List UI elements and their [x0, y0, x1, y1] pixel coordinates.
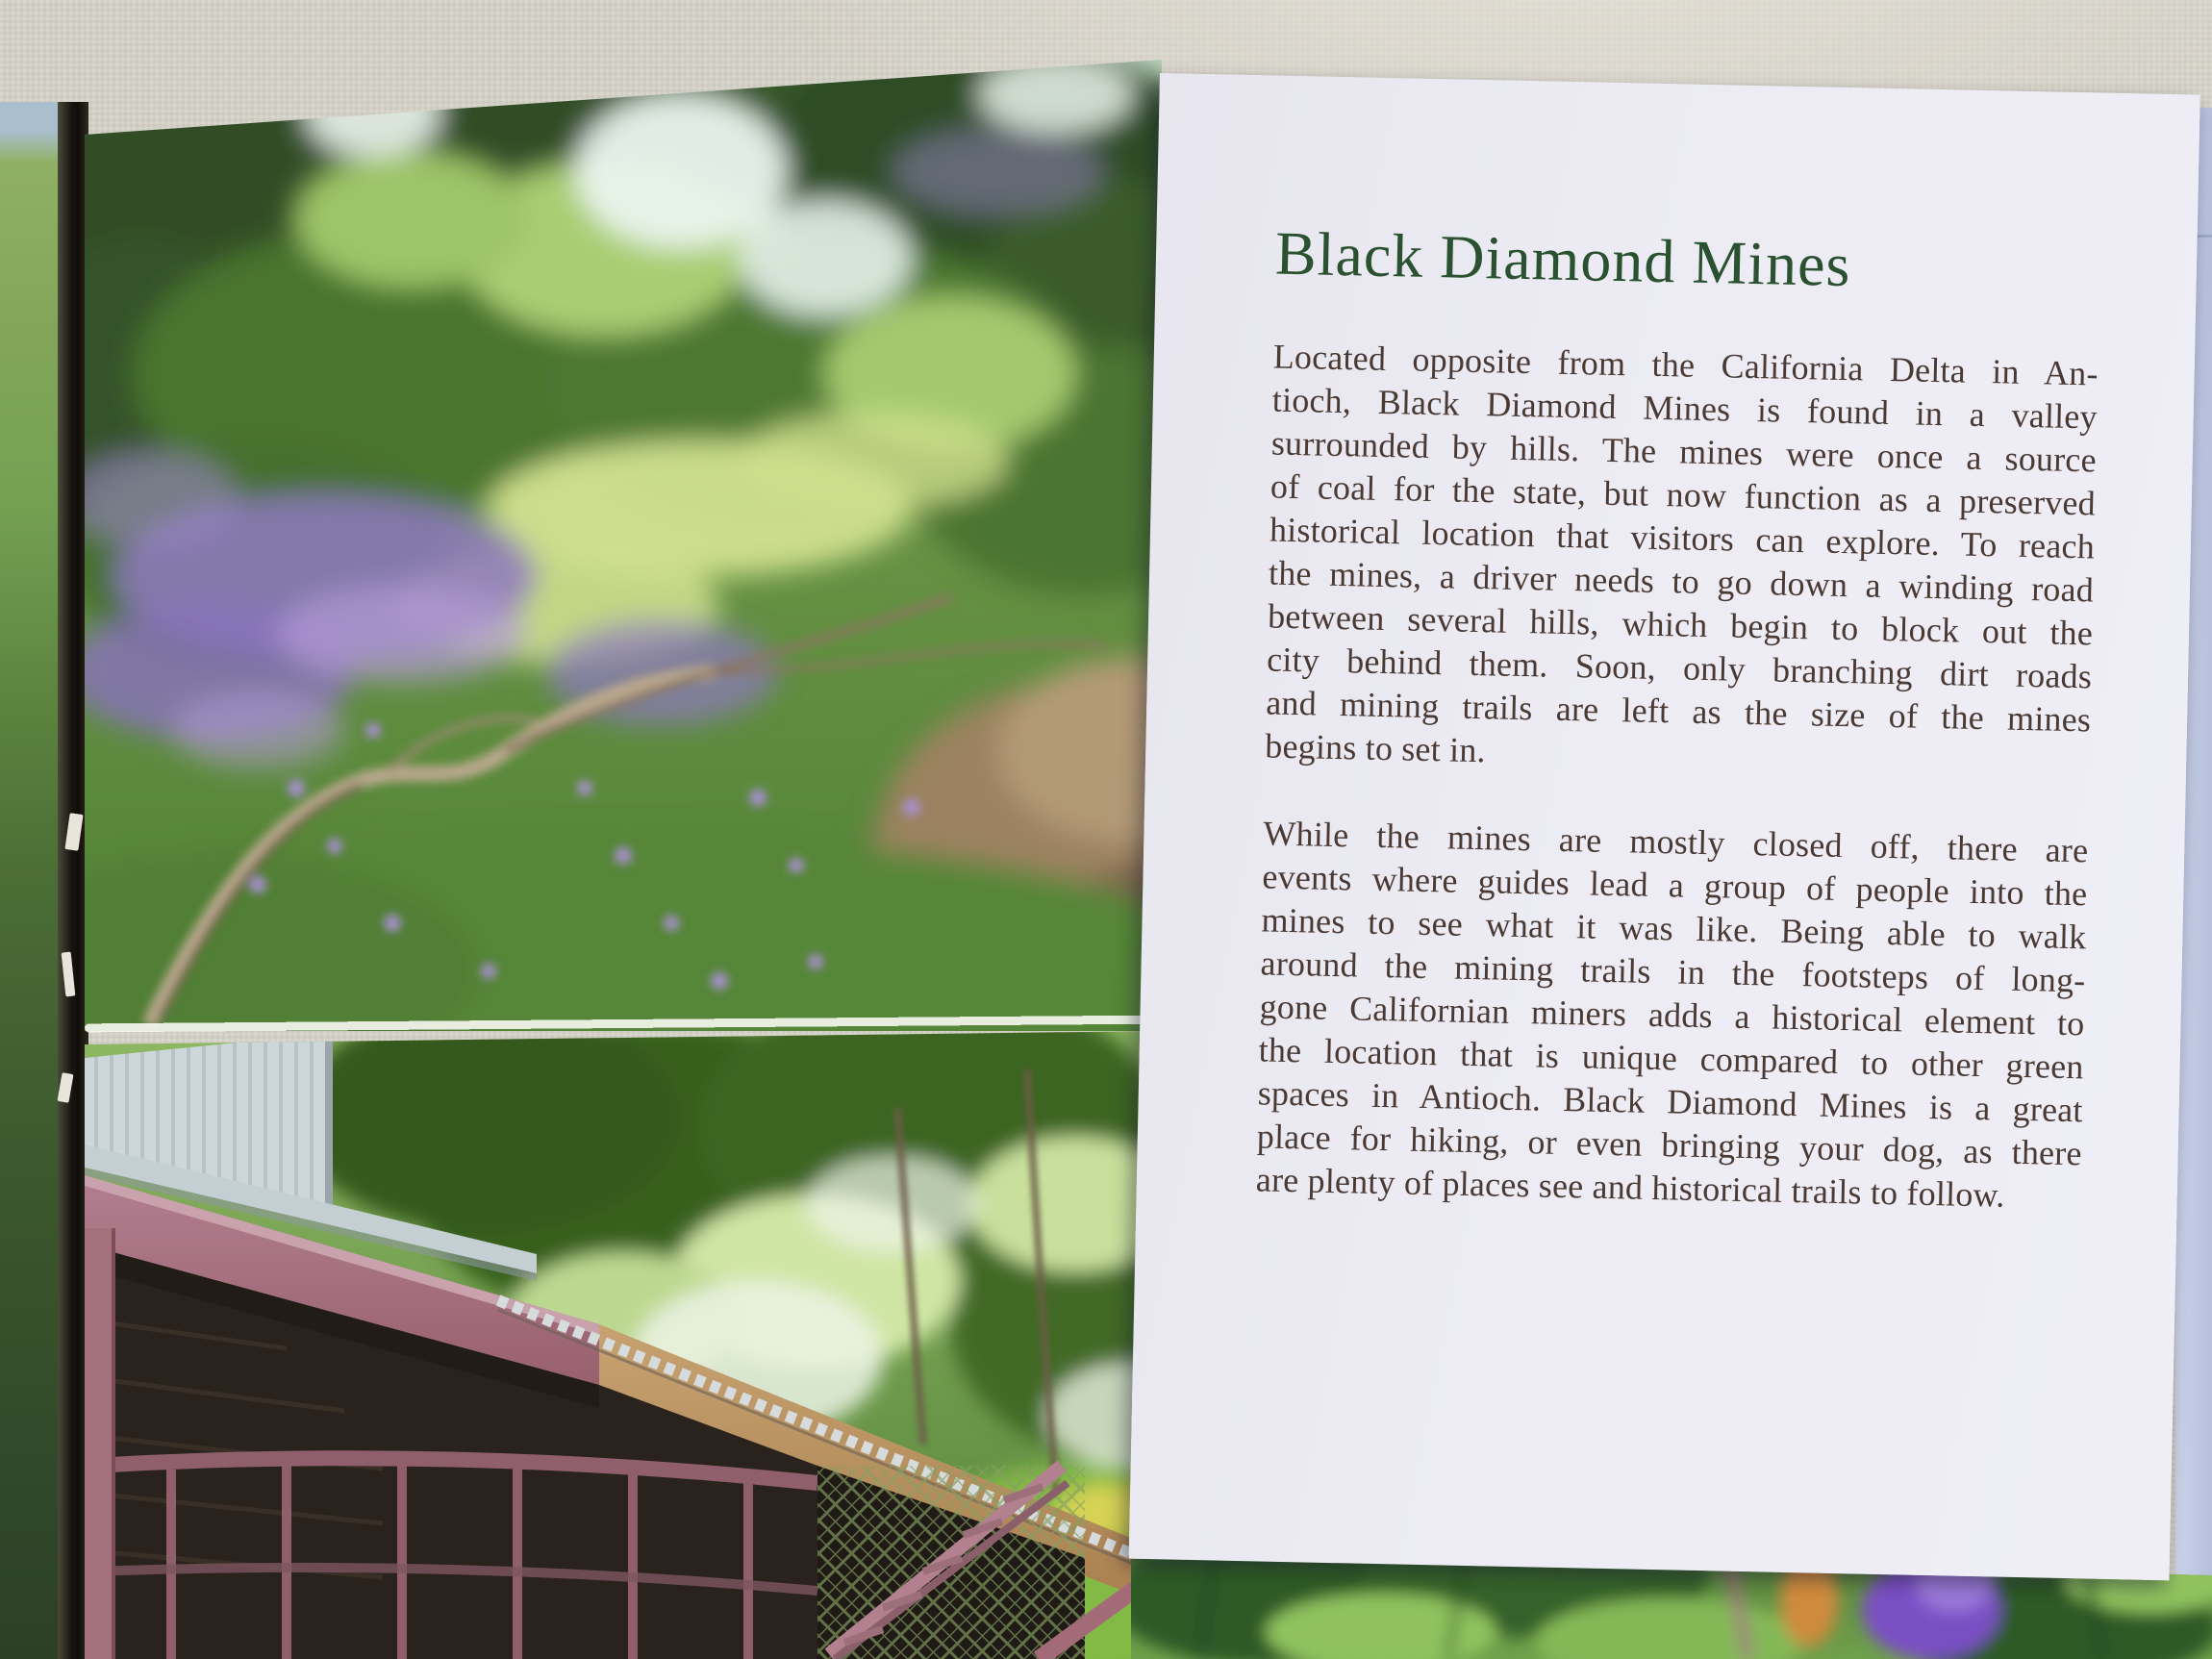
paragraph: [1265, 336, 2099, 786]
article-body: [1255, 336, 2099, 1219]
text-line: between several hills, which begin to block out the: [1267, 596, 2094, 653]
text-line: city behind them. Soon, only branching dirt roads: [1266, 640, 2093, 696]
text-line: spaces in Antioch. Black Diamond Mines is a great: [1257, 1073, 2084, 1130]
text-line: mines to see what it was like. Being able to walk: [1261, 900, 2087, 957]
text-line: of coal for the state, but now function as a preserved: [1269, 466, 2097, 523]
article-title: Black Diamond Mines: [1274, 218, 1852, 300]
text-line: tioch, Black Diamond Mines is found in a valley: [1271, 380, 2099, 437]
text-line: and mining trails are left as the size of the mines: [1265, 683, 2092, 740]
left-page: [85, 56, 1162, 1659]
text-line: gone Californian miners adds a historical element to: [1259, 987, 2085, 1043]
text-line: events where guides lead a group of people into the: [1262, 857, 2088, 914]
text-line: place for hiking, or even bringing your dog, as there: [1256, 1117, 2083, 1173]
text-line: around the mining trails in the footsteps of long-: [1260, 943, 2086, 1000]
text-line: surrounded by hills. The mines were once a source: [1270, 423, 2098, 480]
text-line: While the mines are mostly closed off, there are: [1263, 814, 2089, 870]
mine-building-photo: [85, 1031, 1162, 1659]
text-line: historical location that visitors can explore. To reach: [1269, 510, 2096, 566]
text-line: are plenty of places see and historical trails to follow.: [1255, 1160, 2005, 1215]
text-line: the location that is unique compared to other green: [1258, 1030, 2084, 1087]
text-line: the mines, a driver needs to go down a winding road: [1268, 553, 2095, 610]
meadow-lupine-photo: [85, 56, 1162, 1031]
text-line: begins to set in.: [1264, 726, 1487, 770]
paragraph: [1255, 812, 2088, 1219]
right-page-article: [1129, 73, 2200, 1580]
text-line: Located opposite from the California Delta in An-: [1272, 337, 2099, 393]
